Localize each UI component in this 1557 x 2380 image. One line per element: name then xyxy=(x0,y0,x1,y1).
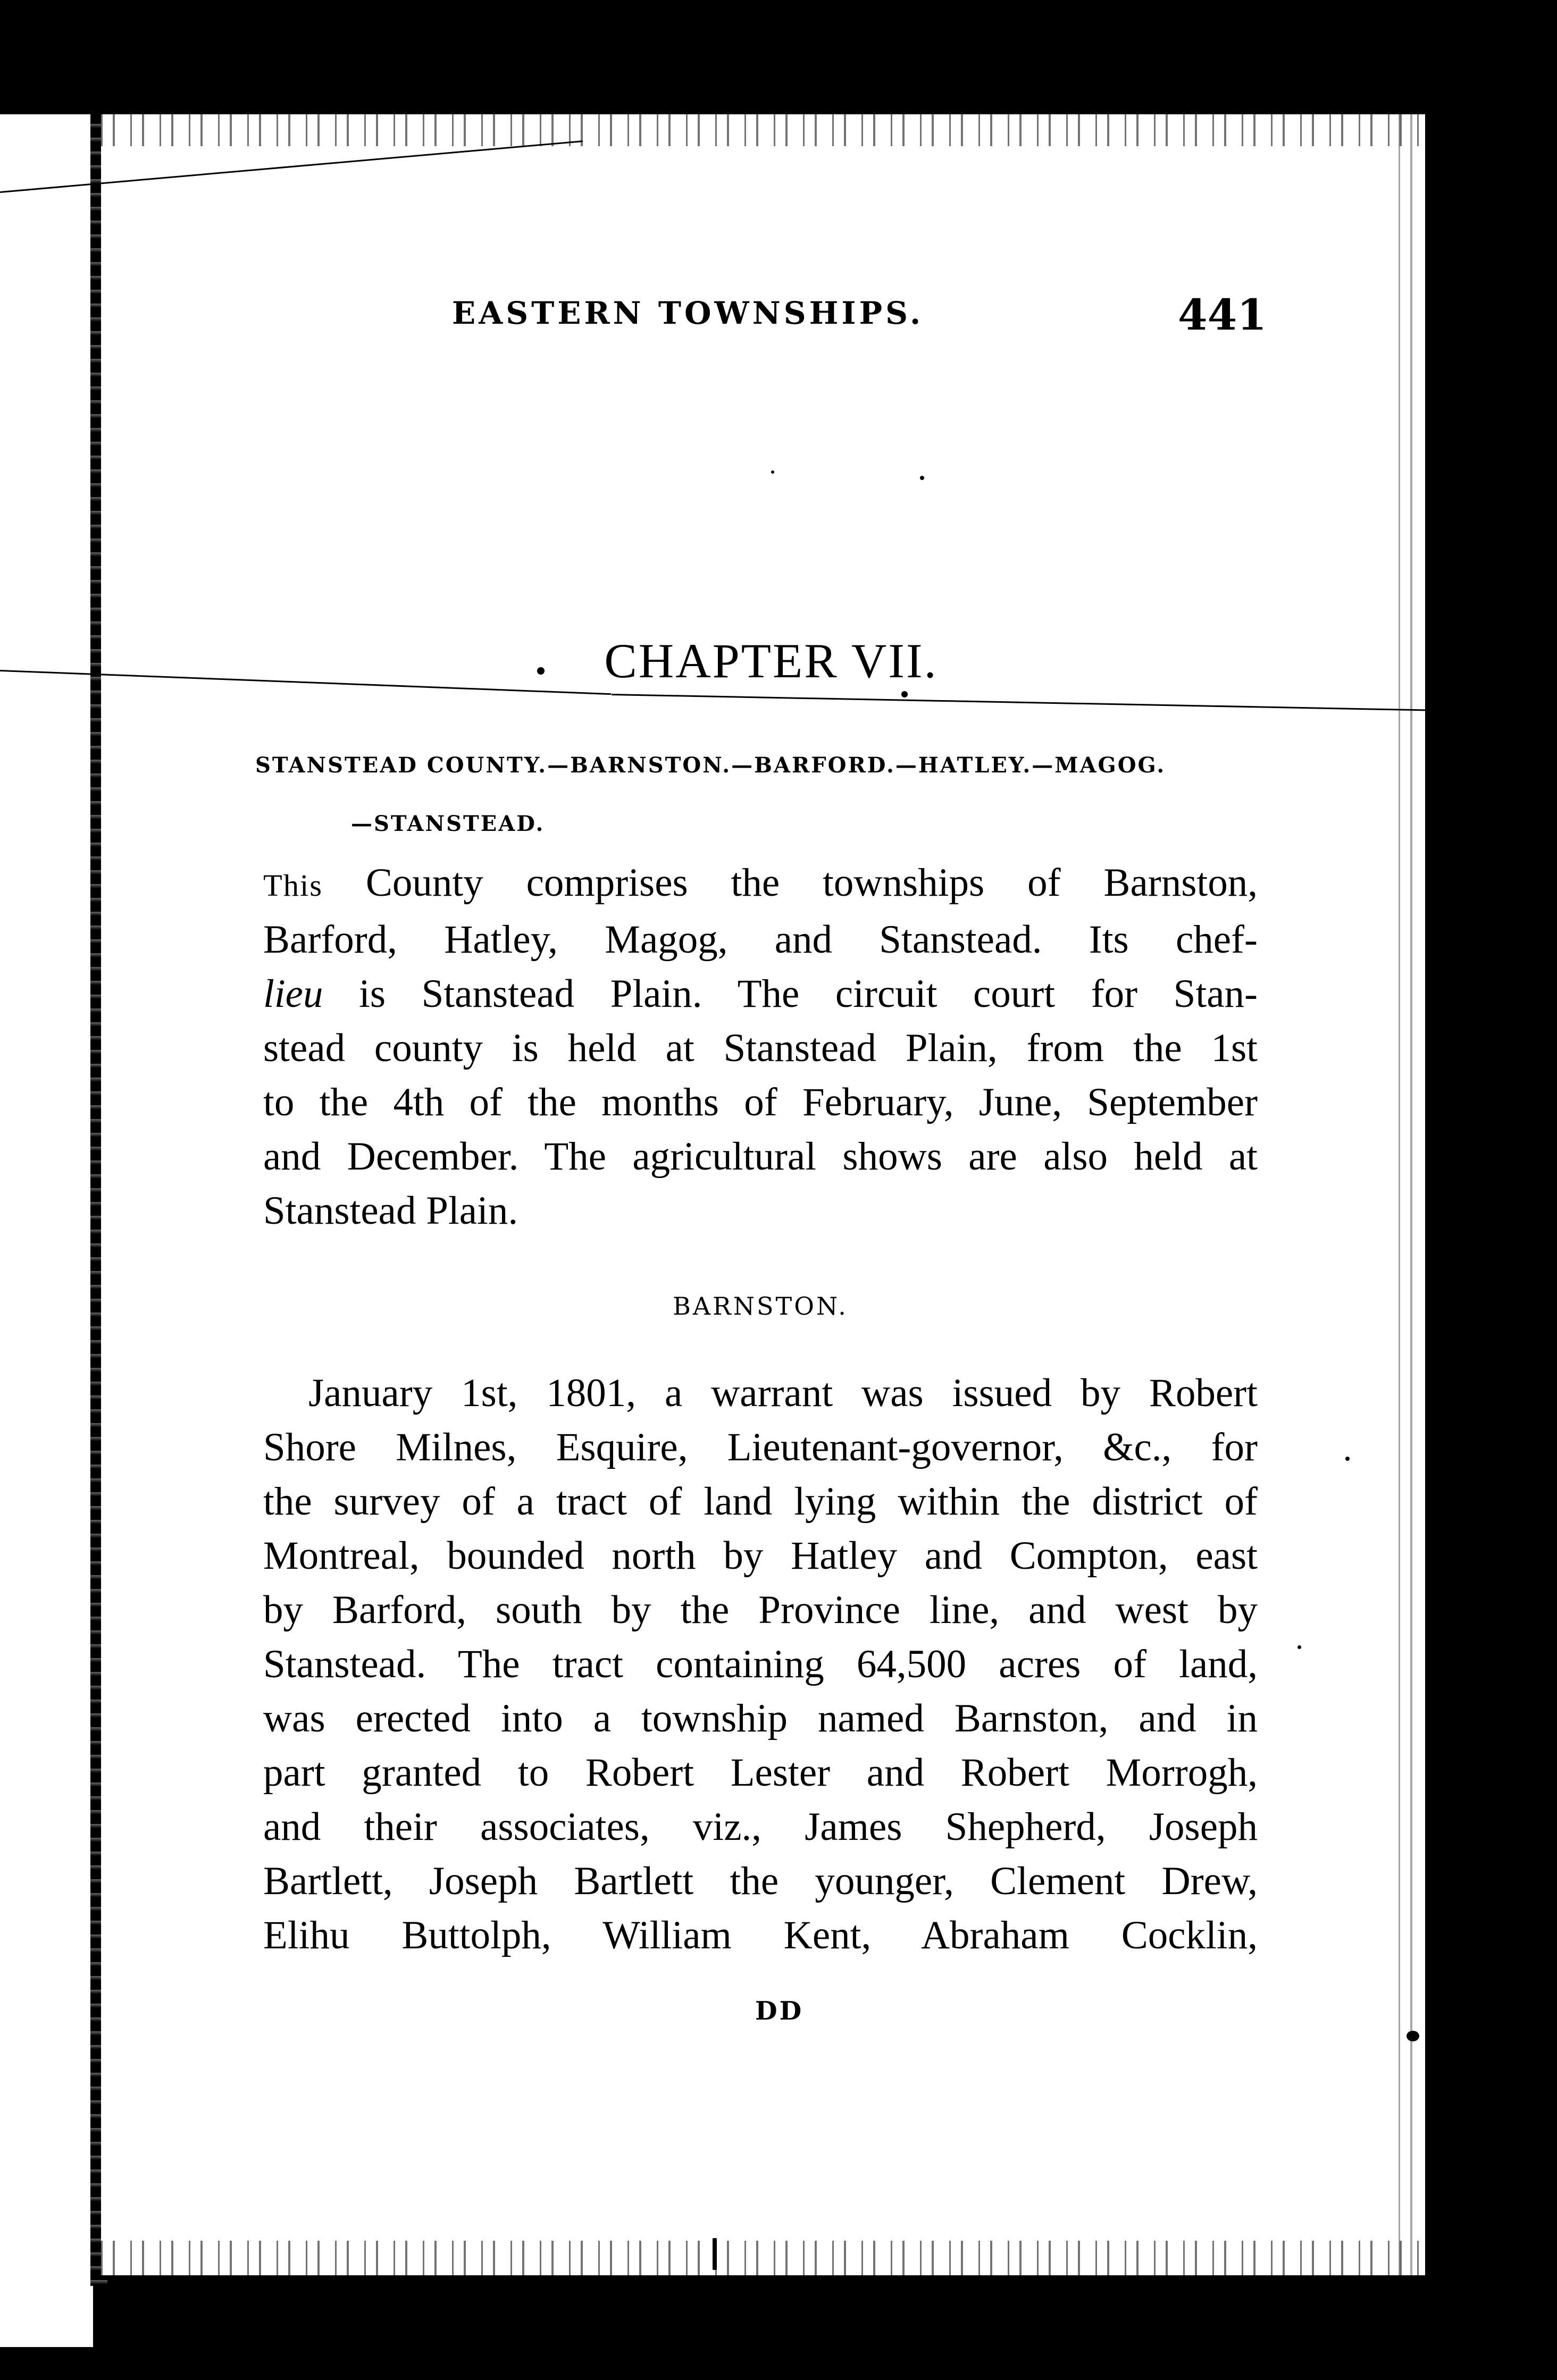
text-line xyxy=(263,856,1258,913)
text-fragment: is Stanstead Plain. The circuit court for Stan- xyxy=(323,972,1258,1016)
scan-speck xyxy=(1298,1645,1301,1649)
synopsis-line: STANSTEAD COUNTY.—BARNSTON.—BARFORD.—HATLEY.—MAGOG. xyxy=(255,753,1166,778)
text-line: Barford, Hatley, Magog, and Stanstead. Its chef- xyxy=(263,918,1258,962)
text-line: and their associates, viz., James Shepherd, Joseph xyxy=(263,1805,1258,1849)
text-line: Stanstead. The tract containing 64,500 acres of land, xyxy=(263,1642,1258,1686)
text-line: Stanstead Plain. xyxy=(263,1189,518,1233)
text-line: was erected into a township named Barnston, and in xyxy=(263,1696,1258,1740)
text-line xyxy=(263,967,1258,1021)
text-line: part granted to Robert Lester and Robert Morrogh, xyxy=(263,1751,1258,1795)
text-line: the survey of a tract of land lying within the district of xyxy=(263,1479,1258,1524)
text-line: January 1st, 1801, a warrant was issued by Robert xyxy=(308,1371,1258,1415)
scan-speck xyxy=(1345,1457,1350,1461)
text-line: to the 4th of the months of February, June, September xyxy=(263,1080,1258,1124)
chapter-synopsis xyxy=(255,736,1345,853)
text-fragment: County comprises the townships of Barnston, xyxy=(323,861,1258,905)
scan-speck xyxy=(901,691,908,697)
facing-page-edge xyxy=(0,114,93,2347)
text-line: Bartlett, Joseph Bartlett the younger, Clement Drew, xyxy=(263,1859,1258,1903)
synopsis-line: —STANSTEAD. xyxy=(351,811,545,836)
text-line: stead county is held at Stanstead Plain, from the 1st xyxy=(263,1026,1258,1070)
paragraph xyxy=(263,1366,1258,1963)
small-caps-opening: This xyxy=(263,868,323,903)
text-line: Elihu Buttolph, William Kent, Abraham Cocklin, xyxy=(263,1913,1258,1957)
text-line: by Barford, south by the Province line, and west by xyxy=(263,1588,1258,1632)
scan-speck xyxy=(537,667,545,675)
page-number: 441 xyxy=(1178,290,1267,340)
scan-speck xyxy=(1407,2031,1419,2041)
text-line: Shore Milnes, Esquire, Lieutenant-governor, &c., for xyxy=(263,1425,1258,1469)
text-line: Montreal, bounded north by Hatley and Compton, east xyxy=(263,1534,1258,1578)
text-line: and December. The agricultural shows are also held at xyxy=(263,1134,1258,1179)
chapter-title: CHAPTER VII. xyxy=(604,634,938,688)
scan-speck xyxy=(713,2238,717,2270)
bottom-edge-noise xyxy=(101,2241,1425,2275)
paragraph xyxy=(263,856,1258,1238)
top-edge-noise xyxy=(101,114,1425,146)
right-edge-noise xyxy=(1399,114,1425,2275)
scan-speck xyxy=(771,470,774,474)
section-heading: BARNSTON. xyxy=(673,1292,848,1321)
running-head: EASTERN TOWNSHIPS. xyxy=(452,295,924,331)
scan-speck xyxy=(920,476,924,480)
italic-term: lieu xyxy=(263,972,323,1016)
signature-mark: DD xyxy=(755,1996,804,2026)
